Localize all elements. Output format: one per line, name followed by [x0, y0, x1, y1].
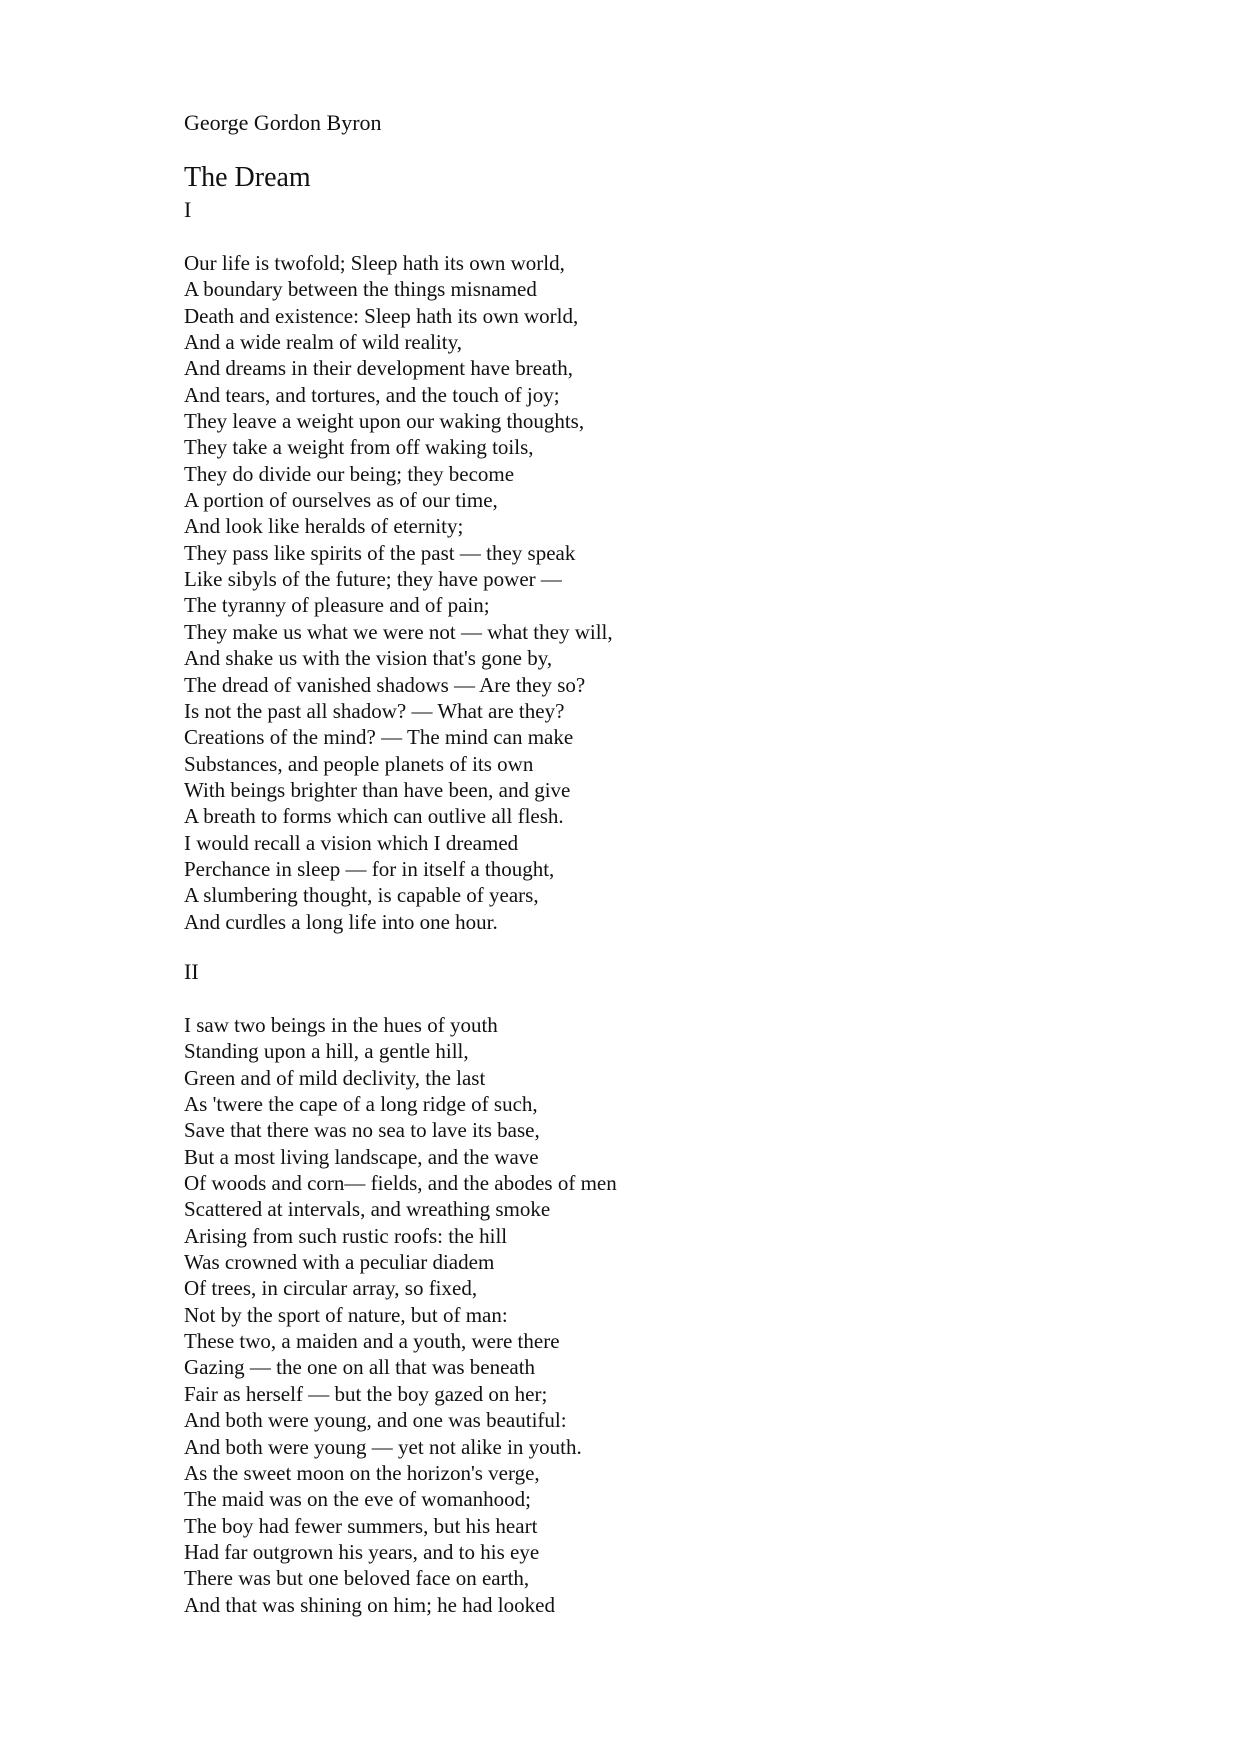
poem-line: A boundary between the things misnamed	[184, 277, 537, 302]
poem-line: These two, a maiden and a youth, were there	[184, 1329, 560, 1354]
poem-line: Death and existence: Sleep hath its own world,	[184, 303, 579, 328]
poem-line: A slumbering thought, is capable of years,	[184, 883, 539, 908]
poem-line: Creations of the mind? — The mind can make	[184, 725, 574, 750]
poem-line: Fair as herself — but the boy gazed on her;	[184, 1381, 548, 1406]
poem-line: Save that there was no sea to lave its base,	[184, 1118, 540, 1143]
poem-line: Not by the sport of nature, but of man:	[184, 1302, 508, 1327]
poem-line: Gazing — the one on all that was beneath	[184, 1355, 536, 1380]
poem-line: A breath to forms which can outlive all flesh.	[184, 804, 564, 829]
poem-title: The Dream	[184, 162, 311, 193]
poem-line: And tears, and tortures, and the touch of joy;	[184, 382, 560, 407]
poem-line: Is not the past all shadow? — What are they?	[184, 698, 565, 723]
author-name: George Gordon Byron	[184, 110, 382, 135]
poem-line: A portion of ourselves as of our time,	[184, 488, 498, 513]
poem-line: Of woods and corn— fields, and the abodes of men	[184, 1171, 617, 1196]
poem-line: Substances, and people planets of its own	[184, 751, 534, 776]
poem-line: The tyranny of pleasure and of pain;	[184, 593, 490, 618]
poem-line: And that was shining on him; he had looked	[184, 1592, 555, 1617]
poem-line: I saw two beings in the hues of youth	[184, 1013, 498, 1037]
section-number: I	[184, 197, 192, 222]
poem-line: Scattered at intervals, and wreathing smoke	[184, 1197, 551, 1222]
poem-line: Arising from such rustic roofs: the hill	[184, 1223, 508, 1248]
poem-line: And a wide realm of wild reality,	[184, 330, 462, 355]
poem-line: Had far outgrown his years, and to his eye	[184, 1539, 540, 1564]
poem-line: They leave a weight upon our waking thoughts,	[184, 409, 585, 434]
section-number: II	[184, 959, 199, 984]
poem-line: Perchance in sleep — for in itself a thought,	[184, 856, 555, 881]
poem-line: And both were young, and one was beautiful:	[184, 1408, 567, 1433]
poem-line: I would recall a vision which I dreamed	[184, 830, 519, 855]
stanza	[184, 1012, 617, 1618]
poem-line: And curdles a long life into one hour.	[184, 909, 498, 934]
poem-line: And dreams in their development have breath,	[184, 356, 573, 381]
poem-line: There was but one beloved face on earth,	[184, 1566, 530, 1591]
stanza	[184, 250, 613, 935]
poem-line: The boy had fewer summers, but his heart	[184, 1513, 538, 1538]
poem-line: They take a weight from off waking toils,	[184, 435, 534, 460]
poem-line: And shake us with the vision that's gone by,	[184, 646, 553, 671]
poem-line: Like sibyls of the future; they have power —	[184, 567, 562, 592]
poem-line: The dread of vanished shadows — Are they so?	[184, 672, 586, 697]
poem-line: They do divide our being; they become	[184, 461, 515, 486]
poem-line: As the sweet moon on the horizon's verge,	[184, 1460, 540, 1485]
poem-line: They make us what we were not — what they will,	[184, 619, 613, 644]
poem-line: As 'twere the cape of a long ridge of such,	[184, 1092, 538, 1117]
poem-line: Standing upon a hill, a gentle hill,	[184, 1039, 469, 1064]
poem-line: But a most living landscape, and the wave	[184, 1144, 539, 1169]
poem-line: With beings brighter than have been, and give	[184, 777, 571, 802]
poem-line: The maid was on the eve of womanhood;	[184, 1487, 531, 1512]
poem-line: Green and of mild declivity, the last	[184, 1065, 486, 1090]
poem-line: They pass like spirits of the past — they speak	[184, 540, 576, 565]
poem-line: Our life is twofold; Sleep hath its own world,	[184, 251, 565, 275]
poem-line: Was crowned with a peculiar diadem	[184, 1250, 495, 1275]
poem-line: And both were young — yet not alike in youth.	[184, 1434, 582, 1459]
poem-line: And look like heralds of eternity;	[184, 514, 464, 539]
poem-line: Of trees, in circular array, so fixed,	[184, 1276, 478, 1301]
